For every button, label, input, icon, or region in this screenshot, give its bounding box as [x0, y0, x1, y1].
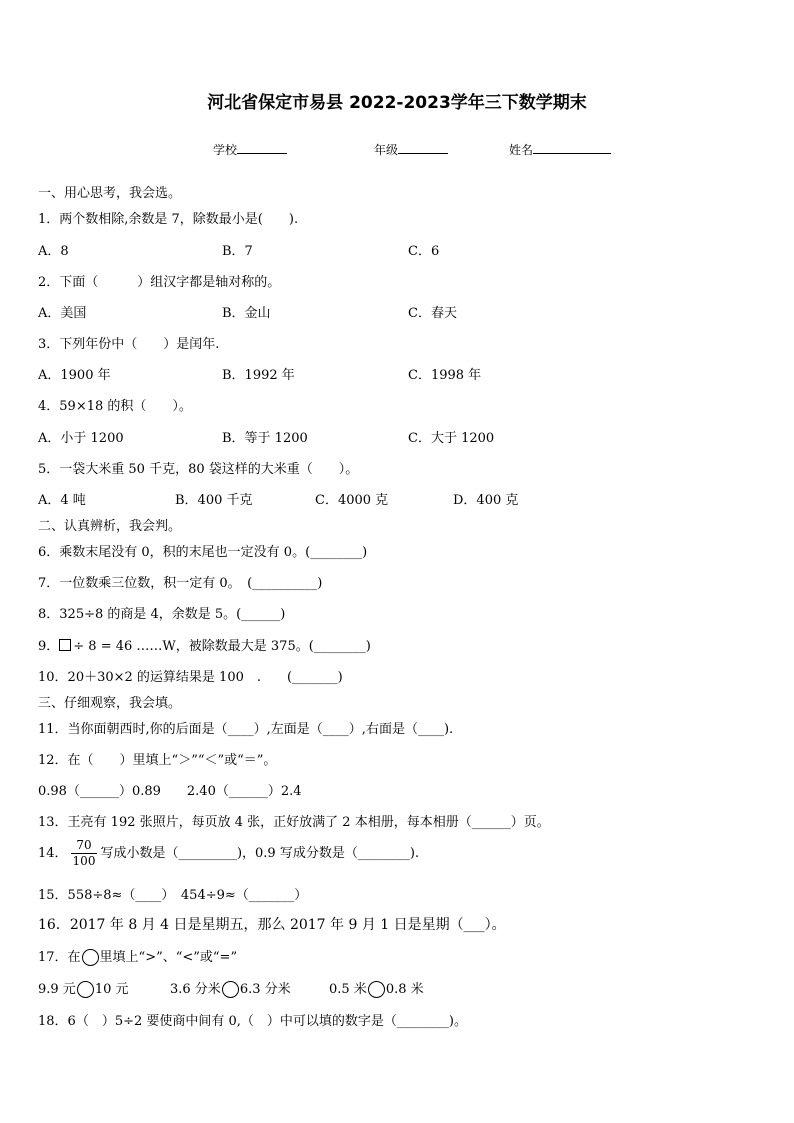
question-3-stem: 3．下列年份中（ ）是闰年. [38, 337, 220, 352]
q5-option-c[interactable]: C．4000 克 [315, 493, 389, 508]
fraction-denominator: 100 [72, 854, 96, 868]
q17-item-2[interactable] [170, 978, 291, 998]
page-title: 河北省保定市易县 2022-2023学年三下数学期末 [207, 93, 587, 113]
q17-item-2-right: 6.3 分米 [239, 982, 291, 997]
q5-option-a[interactable]: A．4 吨 [38, 493, 86, 508]
question-13[interactable]: 13．王亮有 192 张照片，每页放 4 张，正好放满了 2 本相册，每本相册（______）页。 [38, 815, 550, 830]
q5-option-d[interactable]: D．400 克 [453, 493, 519, 508]
q4-option-b[interactable]: B．等于 1200 [222, 431, 308, 446]
question-6[interactable]: 6．乘数末尾没有 0，积的末尾也一定没有 0。(________) [38, 545, 368, 560]
name-blank[interactable] [533, 142, 611, 154]
q9-text: ÷ 8 = 46 ……W，被除数最大是 375。(________) [73, 639, 371, 654]
question-17-stem [38, 946, 237, 966]
q1-option-b[interactable]: B．7 [222, 244, 253, 259]
q3-option-b[interactable]: B．1992 年 [222, 368, 295, 383]
q17-item-1-left: 9.9 元 [38, 982, 76, 997]
name-label: 姓名 [509, 143, 534, 157]
q2-option-c[interactable]: C．春天 [408, 306, 457, 321]
fraction-numerator: 70 [71, 838, 98, 854]
q5-option-b[interactable]: B．400 千克 [175, 493, 253, 508]
section-1-heading: 一、用心思考，我会选。 [38, 186, 182, 201]
question-12-stem: 12．在（ ）里填上“＞”“＜”或“＝”。 [38, 753, 277, 768]
q17-item-3-left: 0.5 米 [329, 982, 367, 997]
compare-circle-icon[interactable] [222, 981, 239, 998]
section-3-heading: 三、仔细观察，我会填。 [38, 696, 182, 711]
compare-circle-icon[interactable] [77, 981, 94, 998]
q1-option-a[interactable]: A．8 [38, 244, 69, 259]
question-12-line[interactable]: 0.98（______）0.89 2.40（______）2.4 [38, 784, 302, 799]
question-4-stem: 4．59×18 的积（ ）。 [38, 399, 192, 414]
q17-item-3[interactable] [329, 978, 424, 998]
question-1-stem: 1．两个数相除,余数是 7，除数最小是( ). [38, 212, 299, 227]
q17-item-2-left: 3.6 分米 [170, 982, 221, 997]
q14-text: 写成小数是（_________)，0.9 写成分数是（________). [100, 846, 420, 861]
school-label: 学校 [213, 143, 238, 157]
grade-blank[interactable] [398, 142, 448, 154]
grade-field[interactable] [374, 141, 448, 158]
q4-option-a[interactable]: A．小于 1200 [38, 431, 124, 446]
q17-item-1[interactable] [38, 978, 129, 998]
fraction [71, 838, 98, 869]
question-9[interactable] [38, 635, 371, 654]
q1-option-c[interactable]: C．6 [408, 244, 440, 259]
q2-option-b[interactable]: B．金山 [222, 306, 271, 321]
school-field[interactable] [213, 141, 287, 158]
q9-prefix: 9． [38, 639, 60, 654]
q3-option-a[interactable]: A．1900 年 [38, 368, 111, 383]
q3-option-c[interactable]: C．1998 年 [408, 368, 482, 383]
q17-item-3-right: 0.8 米 [385, 982, 424, 997]
question-18[interactable]: 18．6（ ）5÷2 要使商中间有 0,（ ）中可以填的数字是（________)。 [38, 1014, 467, 1029]
q2-option-a[interactable]: A．美国 [38, 306, 87, 321]
school-blank[interactable] [237, 142, 287, 154]
question-8[interactable]: 8．325÷8 的商是 4，余数是 5。(______) [38, 607, 286, 622]
q17-item-1-right: 10 元 [94, 982, 129, 997]
q17-prefix: 17．在 [38, 950, 81, 965]
name-field[interactable] [509, 141, 611, 158]
box-placeholder-icon [59, 639, 71, 651]
section-2-heading: 二、认真辨析，我会判。 [38, 519, 182, 534]
question-15[interactable]: 15．558÷8≈（____） 454÷9≈（_______） [38, 888, 308, 903]
question-14[interactable] [38, 838, 419, 869]
q17-suffix: 里填上“>”、“<”或“=” [99, 950, 238, 965]
question-10[interactable]: 10．20＋30×2 的运算结果是 100 . (_______) [38, 670, 343, 685]
question-16[interactable]: 16．2017 年 8 月 4 日是星期五，那么 2017 年 9 月 1 日是星期（___）。 [38, 917, 506, 933]
question-11[interactable]: 11．当你面朝西时,你的后面是（____）,左面是（____）,右面是（____). [38, 722, 454, 737]
q14-prefix: 14． [38, 846, 68, 861]
question-2-stem: 2．下面（ ）组汉字都是轴对称的。 [38, 275, 281, 290]
question-5-stem: 5．一袋大米重 50 千克，80 袋这样的大米重（ ）。 [38, 462, 359, 477]
grade-label: 年级 [374, 143, 399, 157]
circle-placeholder-icon [82, 949, 99, 966]
q4-option-c[interactable]: C．大于 1200 [408, 431, 495, 446]
compare-circle-icon[interactable] [368, 981, 385, 998]
question-7[interactable]: 7．一位数乘三位数，积一定有 0。 (__________) [38, 576, 323, 591]
